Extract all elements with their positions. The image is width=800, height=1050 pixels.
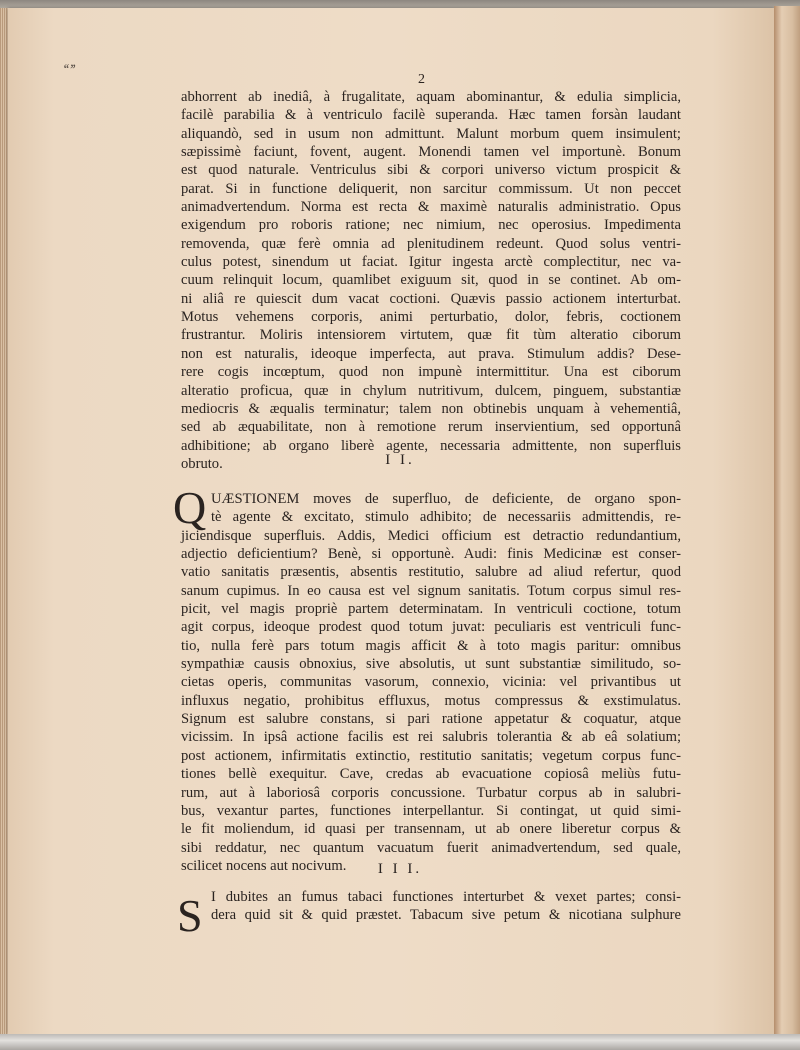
text-line: dera quid sit & quid præstet. Tabacum sive petum & nicotiana sulphure	[211, 907, 681, 924]
page-number: 2	[418, 72, 425, 87]
text-line: scilicet nocens aut nocivum.	[181, 857, 347, 874]
text-line: sanum cupimus. In eo causa est vel signum sanitatis. Totum corpus simul res-	[181, 582, 681, 599]
text-line: exigendum pro roboris ratione; nec nimium, nec operosius. Impedimenta	[181, 217, 681, 234]
text-line: tio, nulla ferè pars totum magis afficit & à toto magis paritur: omnibus	[181, 637, 681, 654]
text-line: UÆSTIONEM moves de superfluo, de deficiente, de organo spon-	[211, 491, 681, 507]
section-heading-ii: I I.	[385, 452, 415, 468]
text-line: rum, aut à laboriosâ corporis concussione. Turbatur corpus ab in salubri-	[181, 784, 681, 801]
text-line: Signum est salubre constans, si pari ratione appetatur & coquatur, atque	[181, 711, 681, 728]
text-line: vicissim. In ipsâ actione facilis est rei salubris tolerantia & ab eâ solatium;	[181, 729, 681, 746]
text-line: removenda, quæ ferè omnia ad plenitudinem redeunt. Quod solus ventri-	[181, 235, 681, 252]
text-line: bus, vexantur partes, functiones interpellantur. Si contingat, ut quid simi-	[181, 802, 681, 819]
text-line: sed ab æquabilitate, non à remotione rerum inservientium, sed opportunâ	[181, 419, 681, 436]
text-line: sæpissimè faciunt, fovent, augent. Monendi tamen vel importunè. Bonum	[181, 144, 681, 161]
text-line: est quod naturale. Ventriculus sibi & corpori universo victum prospicit &	[181, 162, 681, 179]
drop-cap: S	[177, 890, 203, 941]
scan-bottom-edge	[0, 1034, 800, 1050]
text-line: alteratio proficua, quæ in chylum nutritivum, dulcem, pinguem, substantiæ	[181, 382, 681, 399]
paragraph-section-iii	[181, 888, 681, 925]
text-line: jiciendisque superfluis. Addis, Medici officium est detractio redundantium,	[181, 527, 681, 544]
text-line: agit corpus, ideoque prodest quod totum juvat: peculiaris est ventriculi func-	[181, 619, 681, 636]
text-line: vatio sanitatis præsentis, absentis restitutio, salubre ad aliud refertur, quod	[181, 564, 681, 581]
page-gutter-right	[774, 6, 800, 1036]
text-line: animadvertendum. Norma est recta & maximè naturalis administratio. Opus	[181, 199, 681, 216]
text-line: cietas operis, communitas vasorum, connexio, vicinia: vel privantibus ut	[181, 674, 681, 691]
text-line: sibi reddatur, nec quantum vacuatum fuerit animadvertendum, sed quale,	[181, 839, 681, 856]
text-line: adjectio deficientium? Benè, si opportunè. Audi: finis Medicinæ est conser-	[181, 546, 681, 563]
text-line: parat. Si in functione deliquerit, non sarcitur commissum. Ut non peccet	[181, 180, 681, 197]
text-line: adhibitione; ab organo liberè agente, necessaria admittente, non superfluis	[181, 437, 681, 454]
paragraph-continued	[181, 88, 681, 473]
text-line: sympathiæ causis obnoxius, sive absolutis, ut sunt substantiæ similitudo, so-	[181, 656, 681, 673]
section-heading-iii: I I I.	[377, 861, 423, 877]
text-line: Motus vehemens corporis, animi perturbatio, dolor, febris, coctionem	[181, 309, 681, 326]
text-line: tiones bellè exequitur. Cave, credas ab evacuatione copiosâ meliùs futu-	[181, 766, 681, 783]
text-line: aliquandò, sed in usum non admittunt. Malunt morbum quem insimulent;	[181, 125, 681, 142]
text-line: frustrantur. Moliris intensiorem virtutem, quæ fit tùm alteratio ciborum	[181, 327, 681, 344]
text-line: obruto.	[181, 455, 223, 472]
text-line: post actionem, infirmitatis extinctio, restitutio sanitatis; vegetum corpus func-	[181, 747, 681, 764]
text-line: cuum relinquit locum, quamlibet exiguum sit, quod in se continet. Ab om-	[181, 272, 681, 289]
text-line: rere cogis incœptum, quod non impunè intermittitur. Una est ciborum	[181, 364, 681, 381]
text-line: le fit moliendum, id quasi per transennam, ut ab onere liberetur corpus &	[181, 821, 681, 838]
text-line: facilè parabilia & à ventriculo facilè superanda. Hæc tamen forsàn laudant	[181, 107, 681, 124]
text-line: non est naturalis, ideoque imperfecta, aut prava. Stimulum addis? Dese-	[181, 345, 681, 362]
text-line: picit, vel magis propriè partem determinatam. In ventriculi coctione, totum	[181, 601, 681, 618]
text-line: tè agente & excitato, stimulo adhibito; de necessariis admittendis, re-	[211, 509, 681, 526]
text-line: culus potest, sinendum ut faciat. Igitur ingesta arctè complectitur, nec va-	[181, 254, 681, 271]
drop-cap: Q	[173, 482, 207, 533]
text-line: mediocris & æqualis terminatur; talem non obtinebis unquam à vehementiâ,	[181, 400, 681, 417]
paragraph-section-ii	[181, 490, 681, 875]
text-line: influxus negatio, prohibitus effluxus, motus compressus & exstimulatus.	[181, 692, 681, 709]
text-line: I dubites an fumus tabaci functiones interturbet & vexet partes; consi-	[211, 889, 681, 905]
text-line: abhorrent ab inediâ, à frugalitate, aquam abominantur, & edulia simplicia,	[181, 89, 681, 105]
manuscript-margin-mark: ‘‘’’	[62, 62, 75, 78]
text-line: ni aliâ re quiescit dum vacat coctioni. Quævis passio actionem interturbat.	[181, 290, 681, 307]
